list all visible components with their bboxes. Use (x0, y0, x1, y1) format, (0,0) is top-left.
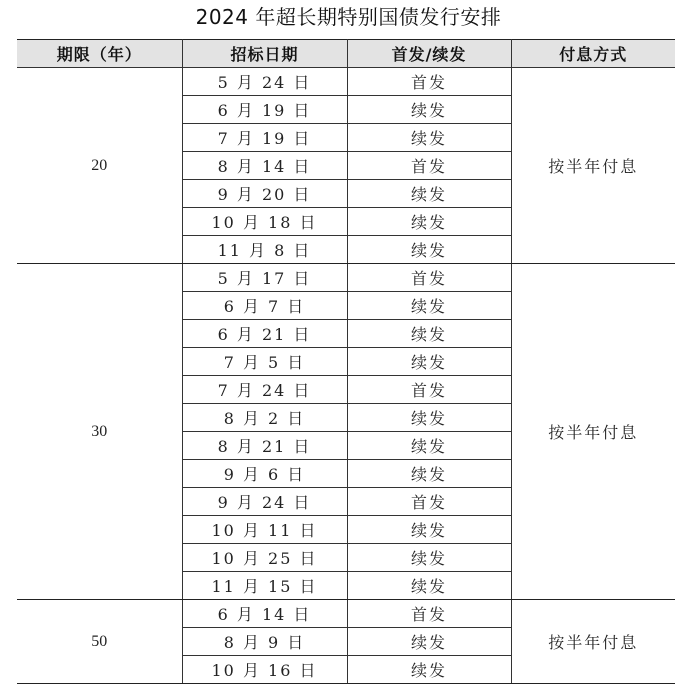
auction-date-cell: 10 月 18 日 (182, 208, 347, 236)
issue-type-cell: 首发 (347, 264, 511, 292)
auction-date-cell: 6 月 14 日 (182, 600, 347, 628)
issue-type-cell: 首发 (347, 488, 511, 516)
issue-type-cell: 续发 (347, 404, 511, 432)
table-row (17, 68, 675, 96)
header-term: 期限（年） (17, 40, 182, 68)
auction-date-cell: 7 月 19 日 (182, 124, 347, 152)
auction-date-cell: 7 月 5 日 (182, 348, 347, 376)
issue-type-cell: 续发 (347, 180, 511, 208)
auction-date-cell: 8 月 2 日 (182, 404, 347, 432)
issue-type-cell: 首发 (347, 152, 511, 180)
payment-method-cell: 按半年付息 (511, 68, 675, 264)
auction-date-cell: 8 月 14 日 (182, 152, 347, 180)
auction-date-cell: 9 月 6 日 (182, 460, 347, 488)
header-issue-type: 首发/续发 (347, 40, 511, 68)
auction-date-cell: 5 月 24 日 (182, 68, 347, 96)
term-years-cell: 50 (17, 600, 182, 684)
auction-date-cell: 10 月 25 日 (182, 544, 347, 572)
issue-type-cell: 续发 (347, 432, 511, 460)
issuance-schedule-table (17, 39, 675, 684)
issue-type-cell: 首发 (347, 600, 511, 628)
auction-date-cell: 10 月 16 日 (182, 656, 347, 684)
auction-date-cell: 11 月 15 日 (182, 572, 347, 600)
auction-date-cell: 9 月 24 日 (182, 488, 347, 516)
auction-date-cell: 5 月 17 日 (182, 264, 347, 292)
auction-date-cell: 8 月 9 日 (182, 628, 347, 656)
auction-date-cell: 6 月 7 日 (182, 292, 347, 320)
table-body (17, 68, 675, 684)
table-header (17, 40, 675, 68)
issue-type-cell: 续发 (347, 208, 511, 236)
issue-type-cell: 续发 (347, 124, 511, 152)
auction-date-cell: 9 月 20 日 (182, 180, 347, 208)
issue-type-cell: 续发 (347, 460, 511, 488)
auction-date-cell: 10 月 11 日 (182, 516, 347, 544)
payment-method-cell: 按半年付息 (511, 264, 675, 600)
issue-type-cell: 续发 (347, 348, 511, 376)
issue-type-cell: 续发 (347, 516, 511, 544)
term-years-cell: 20 (17, 68, 182, 264)
auction-date-cell: 8 月 21 日 (182, 432, 347, 460)
auction-date-cell: 7 月 24 日 (182, 376, 347, 404)
table-row (17, 264, 675, 292)
auction-date-cell: 11 月 8 日 (182, 236, 347, 264)
issue-type-cell: 续发 (347, 292, 511, 320)
issue-type-cell: 续发 (347, 236, 511, 264)
issue-type-cell: 续发 (347, 96, 511, 124)
issue-type-cell: 首发 (347, 68, 511, 96)
header-row (17, 40, 675, 68)
issue-type-cell: 续发 (347, 656, 511, 684)
issue-type-cell: 续发 (347, 628, 511, 656)
document-title: 2024 年超长期特别国债发行安排 (195, 5, 502, 29)
term-years-cell: 30 (17, 264, 182, 600)
auction-date-cell: 6 月 21 日 (182, 320, 347, 348)
issue-type-cell: 续发 (347, 572, 511, 600)
payment-method-cell: 按半年付息 (511, 600, 675, 684)
header-payment-method: 付息方式 (511, 40, 675, 68)
issue-type-cell: 续发 (347, 320, 511, 348)
header-auction-date: 招标日期 (182, 40, 347, 68)
auction-date-cell: 6 月 19 日 (182, 96, 347, 124)
table-row (17, 600, 675, 628)
issue-type-cell: 首发 (347, 376, 511, 404)
issue-type-cell: 续发 (347, 544, 511, 572)
